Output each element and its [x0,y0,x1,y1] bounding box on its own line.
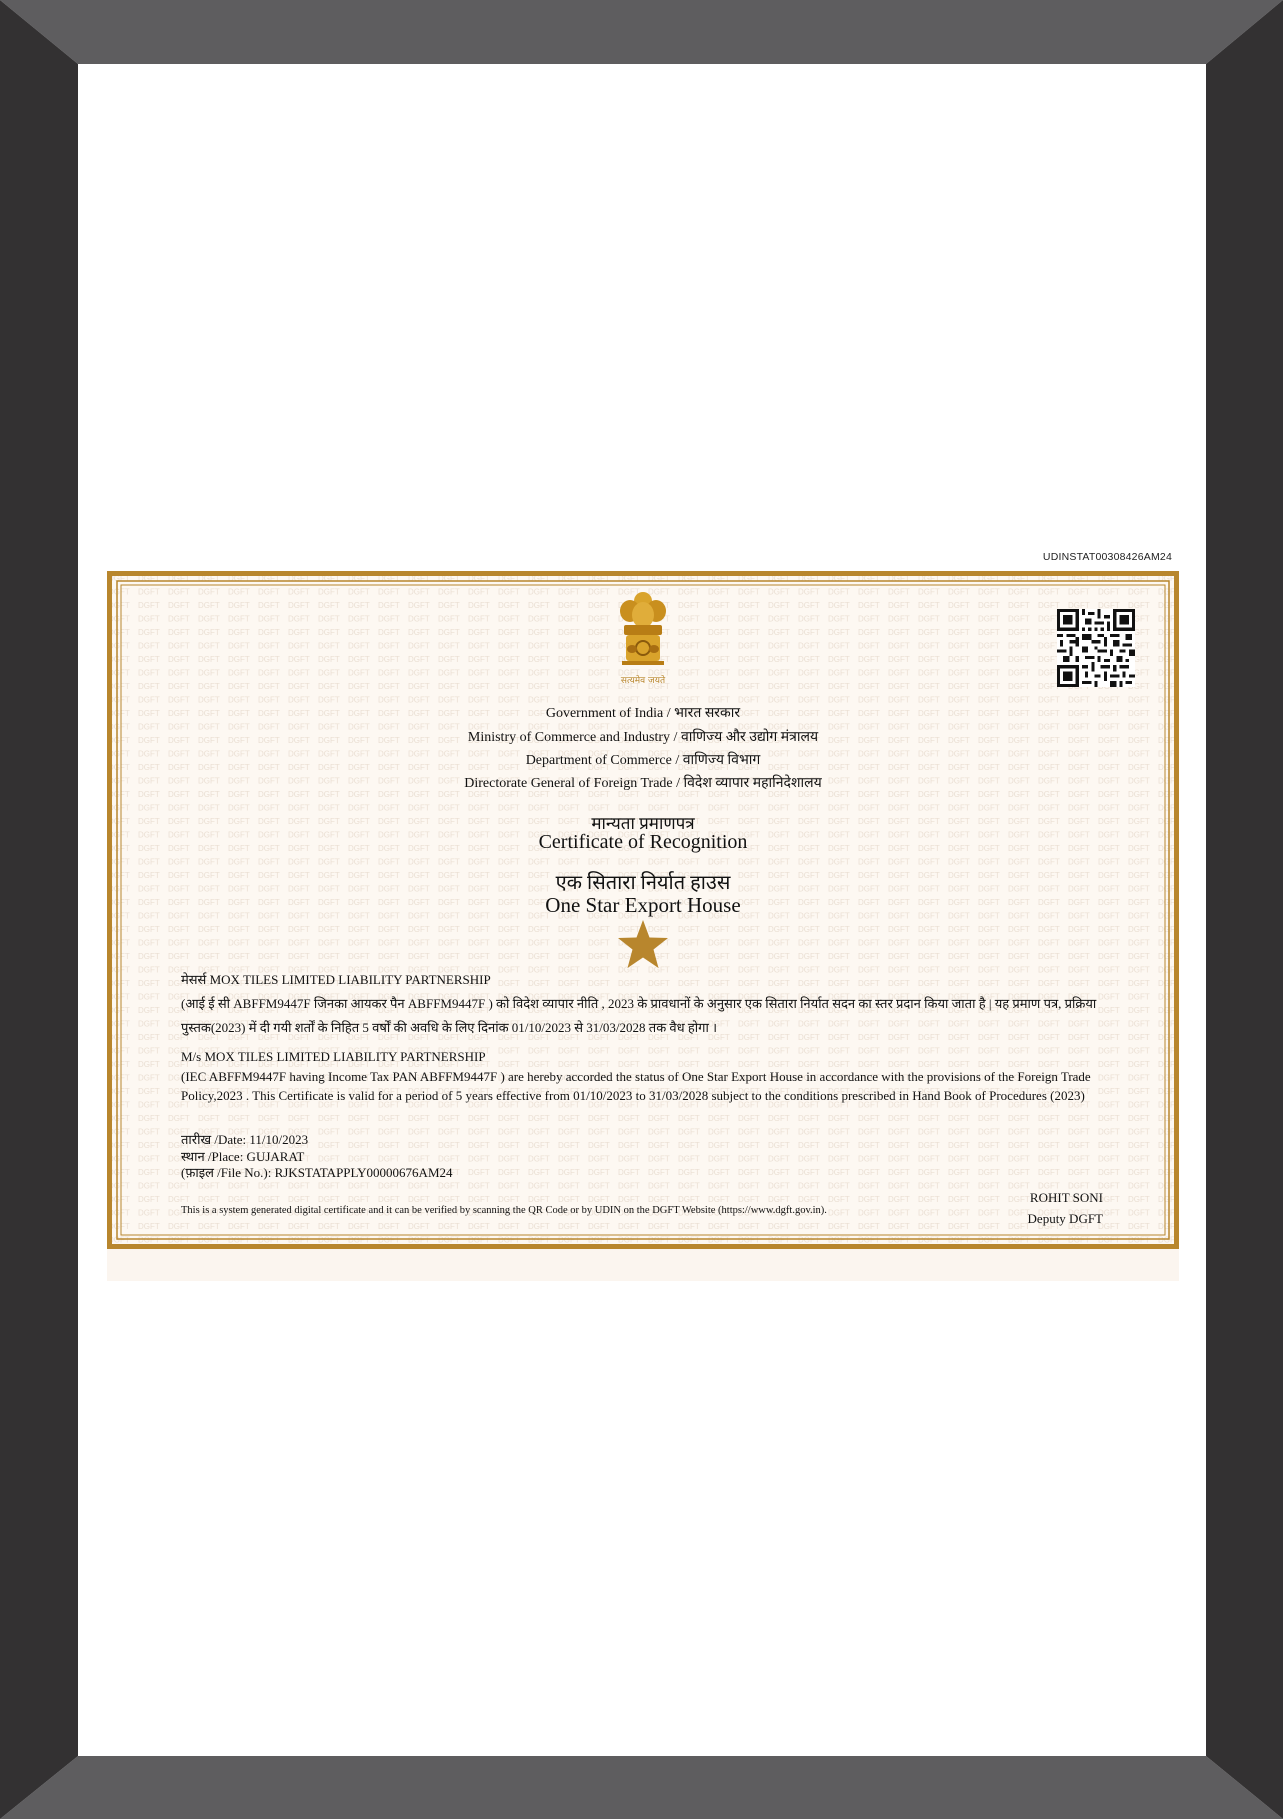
recognition-paragraph-english: (IEC ABFFM9447F having Income Tax PAN ABFFM9447F ) are hereby accorded the status of One Star Export House in accordance with the provisions of the Foreign Trade Policy,2023 . This Certificate is valid for a period of 5 years effective from 01/10/2023 to 31/03/2028 subject to the conditions prescribed in Hand Book of Procedures (2023) [181,1069,1091,1103]
certificate-title-hindi: मान्यता प्रमाणपत्र [591,814,695,833]
qr-code-icon [1057,609,1135,687]
verification-note: This is a system generated digital certificate and it can be verified by scanning the QR Code or by UDIN on the DGFT Website (https://www.dgft.gov.in). [181,1205,827,1216]
star-icon [617,919,669,971]
firm-name-hindi: मेसर्स MOX TILES LIMITED LIABILITY PARTNERSHIP [181,972,491,987]
issue-date: तारीख /Date: 11/10/2023 [181,1132,309,1147]
status-title-english: One Star Export House [545,893,741,917]
department-line: Department of Commerce / वाणिज्य विभाग [525,753,761,768]
directorate-line: Directorate General of Foreign Trade / विदेश व्यापार महानिदेशालय [464,776,822,791]
certificate-title-english: Certificate of Recognition [538,831,748,853]
issue-place: स्थान /Place: GUJARAT [181,1148,305,1164]
signatory-designation: Deputy DGFT [1027,1211,1103,1226]
signatory-name: ROHIT SONI [1029,1190,1103,1205]
recognition-paragraph-hindi: (आई ई सी ABFFM9447F जिनका आयकर पैन ABFFM9447F ) को विदेश व्यापार नीति , 2023 के प्रावधानों के अनुसार एक सितारा निर्यात सदन का स्तर प्रदान किया जाता है | यह प्रमाण पत्र, प्रक्रिया पुस्तक(2023) में दी गयी शर्तों के निहित 5 वर्षों की अवधि के लिए दिनांक 01/10/2023 से 31/03/2028 तक वैध होगा । [181,996,1097,1035]
certificate-bottom-band [107,1249,1179,1281]
status-title-hindi: एक सितारा निर्यात हाउस [555,872,731,894]
certificate-meta [181,1132,453,1182]
national-emblem-icon [612,591,674,691]
firm-name-english: M/s MOX TILES LIMITED LIABILITY PARTNERSHIP [181,1049,486,1064]
ministry-line: Ministry of Commerce and Industry / वाणिज्य और उद्योग मंत्रालय [467,730,819,745]
government-line: Government of India / भारत सरकार [545,706,741,721]
udin-number: UDINSTAT00308426AM24 [1042,551,1172,563]
signatory [987,1187,1103,1229]
file-number: (फ़ाइल /File No.): RJKSTATAPPLY00000676AM24 [181,1165,453,1180]
certificate [107,571,1179,1249]
emblem-motto: सत्यमेव जयते [620,676,666,686]
